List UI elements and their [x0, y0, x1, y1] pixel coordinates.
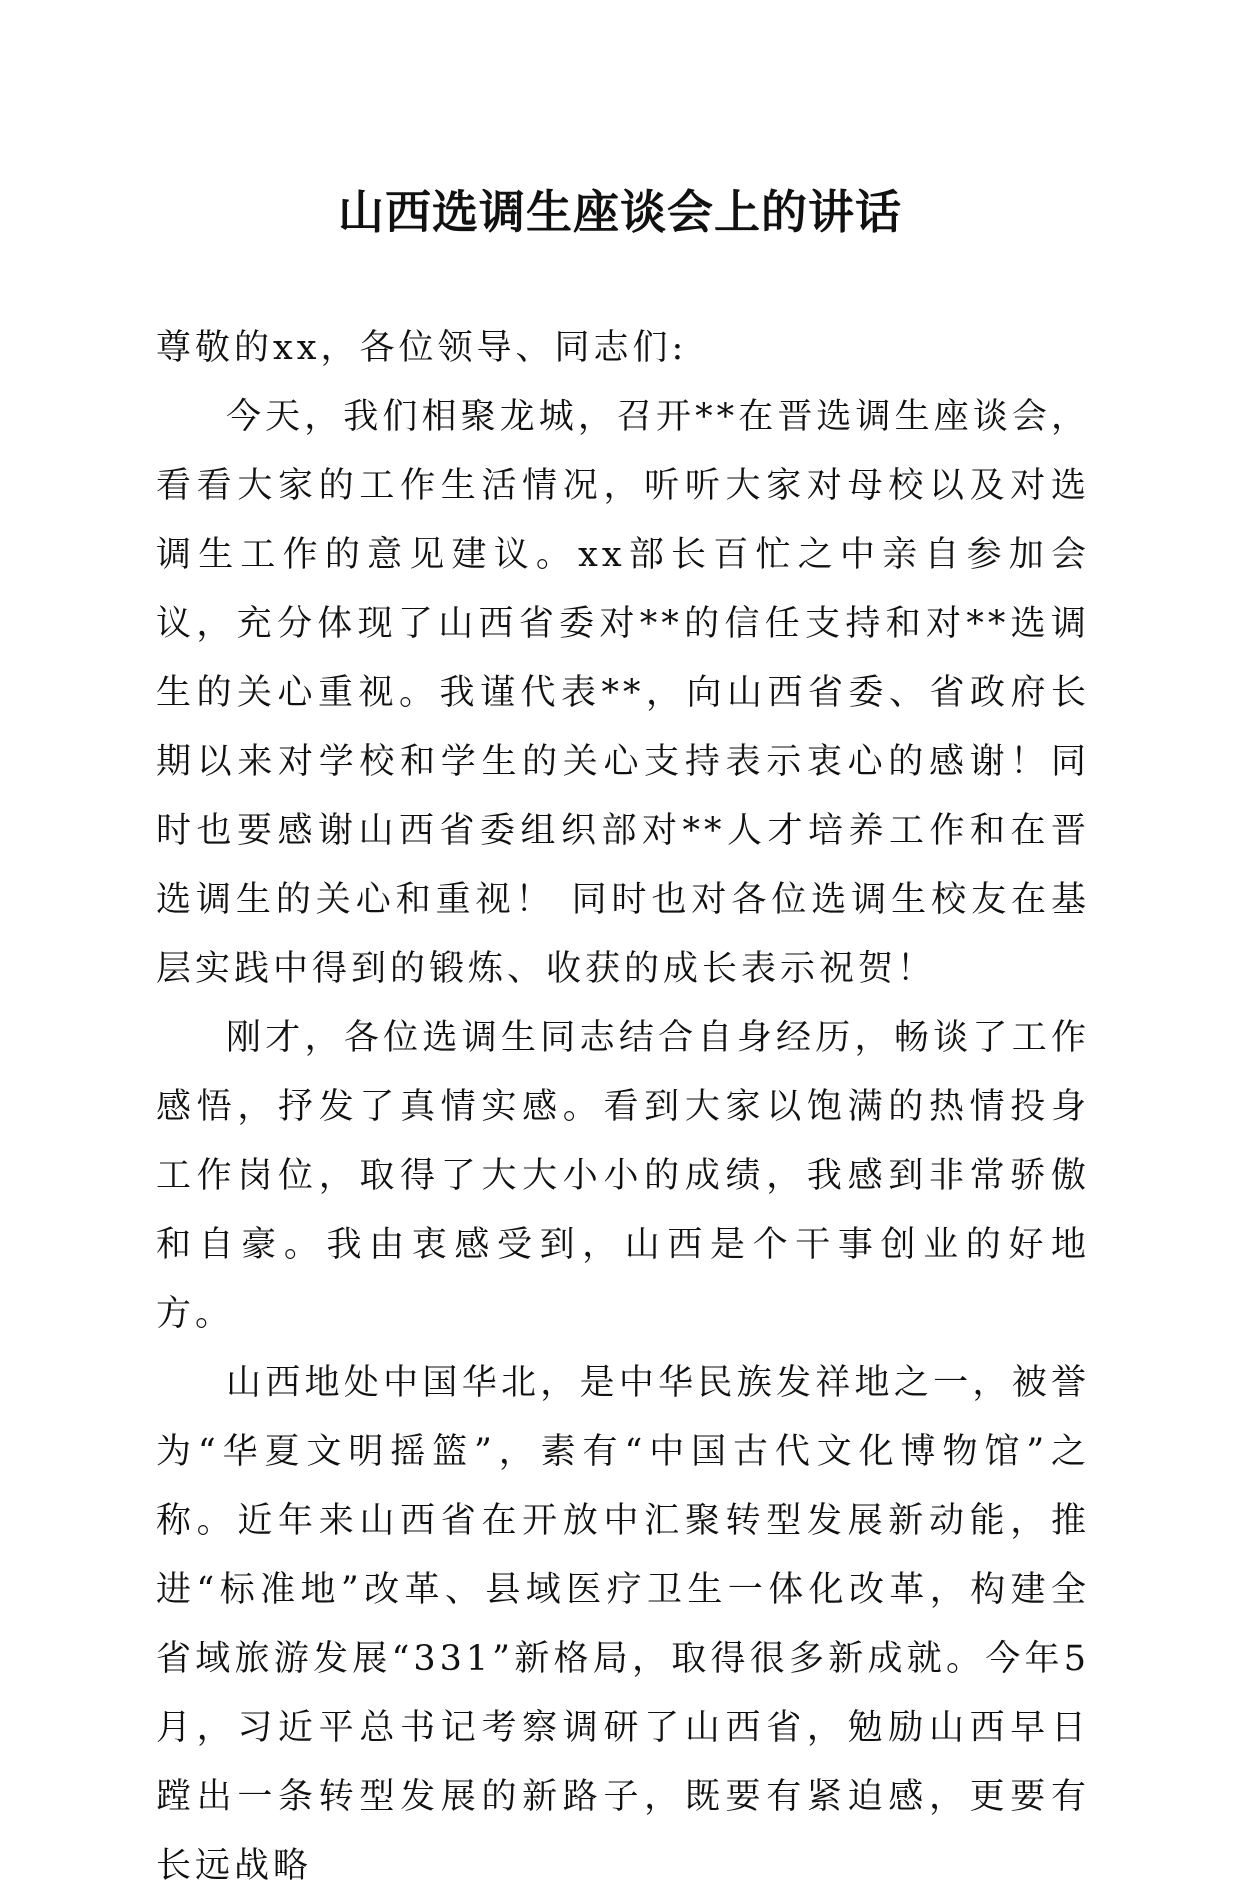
document-body — [156, 314, 1090, 1901]
salutation: 尊敬的xx，各位领导、同志们: — [156, 328, 688, 368]
paragraph-impressions: 刚才，各位选调生同志结合自身经历，畅谈了工作感悟，抒发了真情实感。看到大家以饱满的热情投身工作岗位，取得了大大小小的成绩，我感到非常骄傲和自豪。我由衷感受到，山西是个干事创业的好地方。 — [156, 1018, 1090, 1334]
document-title: 山西选调生座谈会上的讲话 — [338, 185, 902, 239]
paragraph-opening: 今天，我们相聚龙城，召开**在晋选调生座谈会，看看大家的工作生活情况，听听大家对母校以及对选调生工作的意见建议。xx部长百忙之中亲自参加会议，充分体现了山西省委对**的信任支持和对**选调生的关心重视。我谨代表**，向山西省委、省政府长期以来对学校和学生的关心支持表示衷心的感谢！同时也要感谢山西省委组织部对**人才培养工作和在晋选调生的关心和重视！ 同时也对各位选调生校友在基层实践中得到的锻炼、收获的成长表示祝贺！ — [156, 397, 1090, 989]
paragraph-shanxi-overview: 山西地处中国华北，是中华民族发祥地之一，被誉为“华夏文明摇篮”，素有“中国古代文化博物馆”之称。近年来山西省在开放中汇聚转型发展新动能，推进“标准地”改革、县域医疗卫生一体化改革，构建全省域旅游发展“331”新格局，取得很多新成就。今年5月，习近平总书记考察调研了山西省，勉励山西早日蹚出一条转型发展的新路子，既要有紧迫感，更要有长远战略 — [156, 1363, 1090, 1886]
